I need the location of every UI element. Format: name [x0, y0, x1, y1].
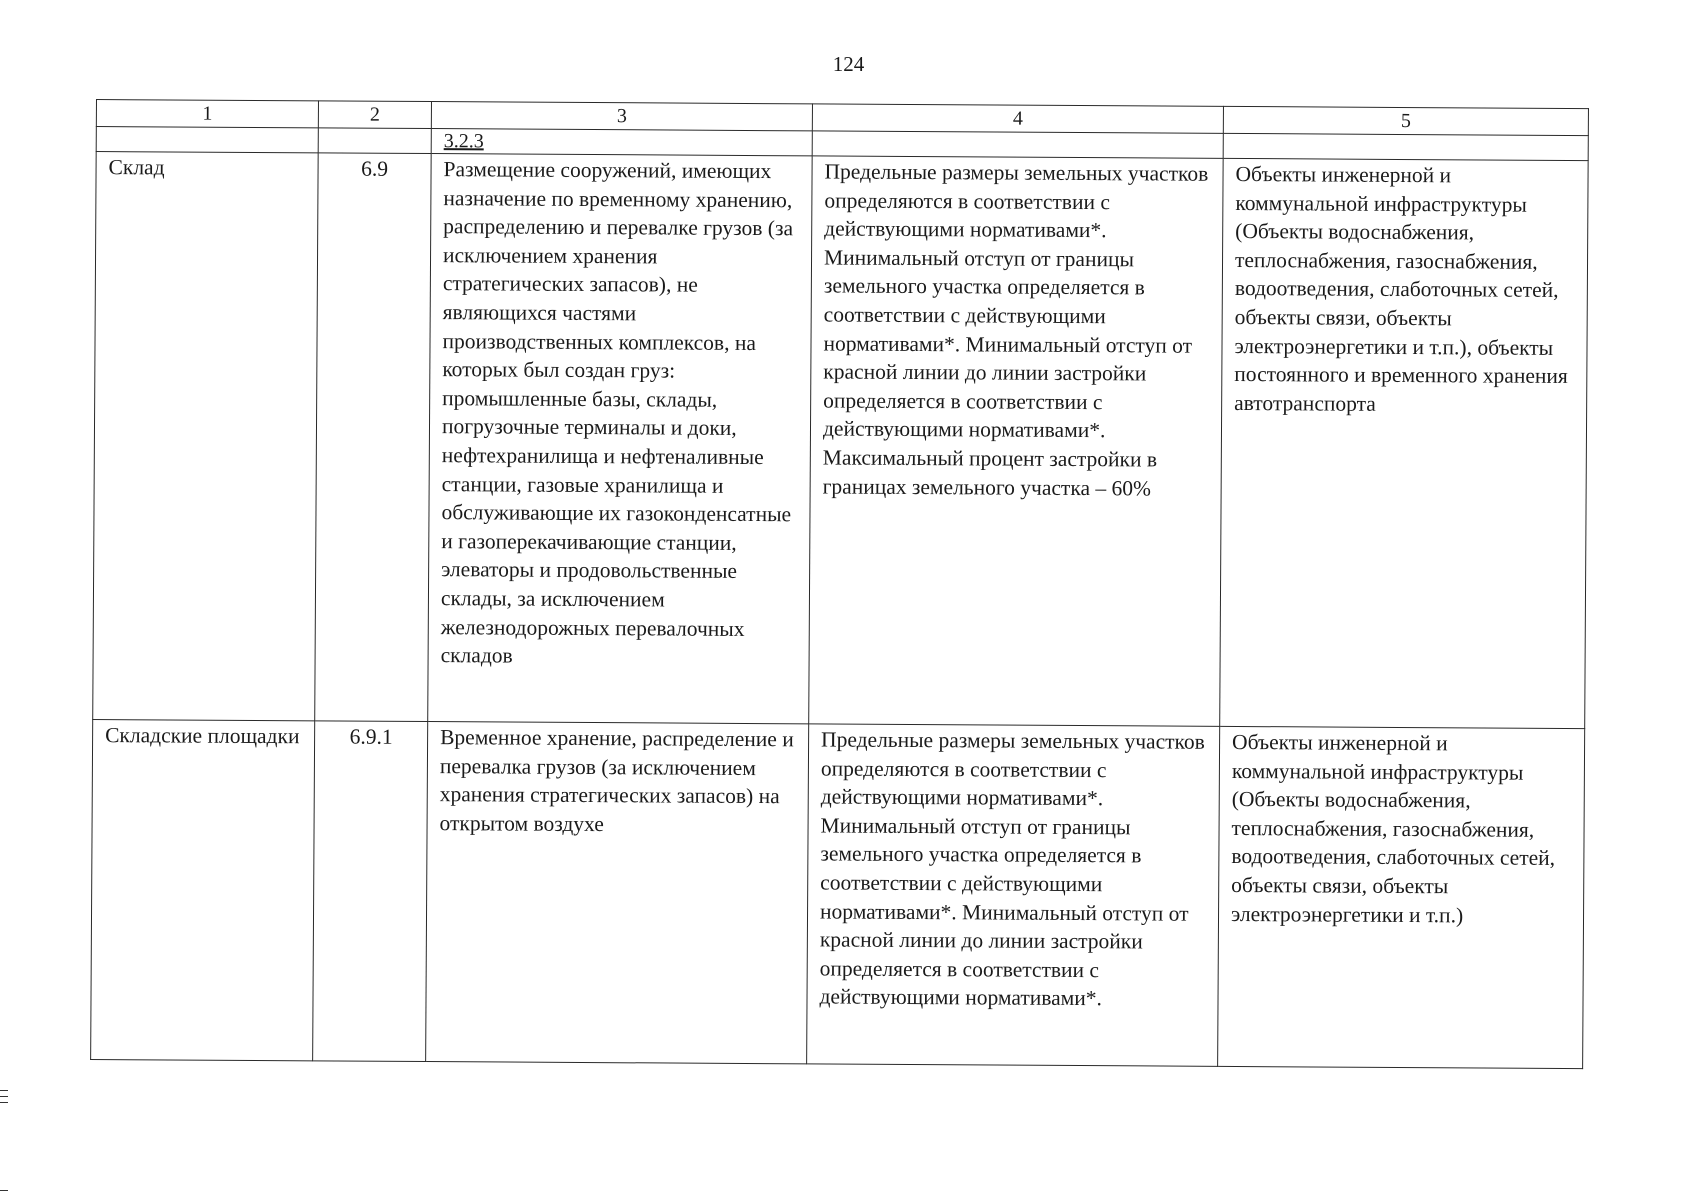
table-row — [93, 152, 1588, 729]
use-name: Склад — [93, 152, 318, 721]
use-name: Складские площадки — [91, 719, 315, 1060]
land-use-table — [90, 99, 1589, 1069]
margin-mark — [0, 1090, 8, 1091]
use-parameters: Предельные размеры земельных участков определяются в соответствии с действующими нормативами*. Минимальный отступ от границы земельного участка определяется в соответствии с действующими нормативами*. Минимальный отступ от красной линии до линии застройки определяется в соответствии с действующими нормативами*. Максимальный процент застройки в границах земельного участка – 60% — [809, 156, 1223, 727]
margin-mark — [0, 1102, 8, 1103]
use-parameters: Предельные размеры земельных участков определяются в соответствии с действующими нормативами*. Минимальный отступ от границы земельного участка определяется в соответствии с действующими нормативами*. Минимальный отступ от красной линии до линии застройки определяется в соответствии с действующими нормативами*. — [807, 724, 1220, 1067]
section-code: 3.2.3 — [443, 130, 484, 153]
subheader-cell-5 — [1223, 133, 1588, 160]
margin-mark — [0, 1190, 8, 1191]
column-number-3: 3 — [431, 102, 812, 131]
subheader-cell-2 — [318, 128, 431, 154]
use-code: 6.9 — [315, 153, 431, 722]
use-description: Временное хранение, распределение и перевалка грузов (за исключением хранения стратегических запасов) на открытом воздухе — [426, 722, 809, 1064]
column-number-5: 5 — [1223, 106, 1588, 135]
column-number-2: 2 — [318, 101, 431, 129]
column-number-1: 1 — [96, 100, 318, 128]
page-number: 124 — [832, 52, 865, 76]
subheader-cell-4 — [812, 131, 1223, 159]
subheader-cell-1 — [96, 127, 318, 153]
column-number-4: 4 — [812, 104, 1223, 134]
auxiliary-uses: Объекты инженерной и коммунальной инфраструктуры (Объекты водоснабжения, теплоснабжения, газоснабжения, водоотведения, слаботочных сетей, объекты связи, объекты электроэнергетики и т.п.) — [1218, 726, 1585, 1068]
subheader-cell-3 — [431, 129, 812, 156]
margin-mark — [0, 1096, 8, 1097]
table-row — [91, 719, 1585, 1068]
auxiliary-uses: Объекты инженерной и коммунальной инфраструктуры (Объекты водоснабжения, теплоснабжения, газоснабжения, водоотведения, слаботочных сетей, объекты связи, объекты электроэнергетики и т.п.), объекты постоянного и временного хранения автотранспорта — [1220, 158, 1588, 728]
use-description: Размещение сооружений, имеющих назначение по временному хранению, распределению и перевалке грузов (за исключением хранения стратегических запасов), не являющихся частями производственных комплексов, на которых был создан груз: промышленные базы, склады, погрузочные терминалы и доки, нефтехранилища и нефтеналивные станции, газовые хранилища и обслуживающие их газоконденсатные и газоперекачивающие станции, элеваторы и продовольственные склады, за исключением железнодорожных перевалочных складов — [428, 154, 812, 724]
use-code: 6.9.1 — [313, 721, 428, 1062]
